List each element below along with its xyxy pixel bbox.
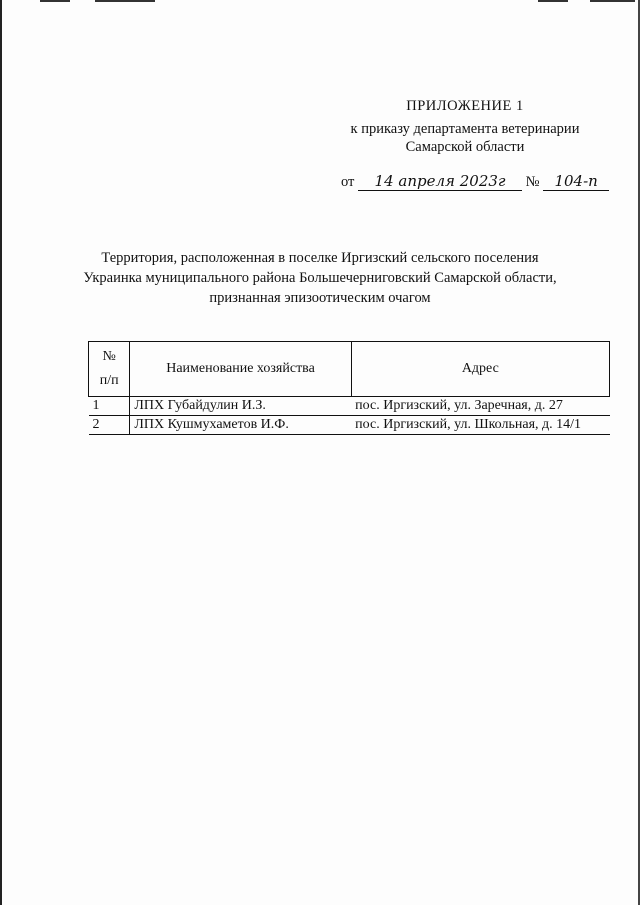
scan-mark-top bbox=[95, 0, 155, 2]
table-row bbox=[89, 416, 610, 435]
order-date-line bbox=[341, 172, 609, 191]
appendix-line: Самарской области bbox=[405, 139, 525, 155]
order-number-handwritten: 104-п bbox=[543, 172, 609, 191]
farms-table bbox=[88, 341, 610, 435]
order-number-label: № bbox=[525, 174, 540, 190]
order-date-prefix: от bbox=[341, 174, 355, 190]
order-date-handwritten: 14 апреля 2023г bbox=[358, 172, 522, 191]
header-address: Адрес bbox=[351, 342, 609, 397]
title-line: признанная эпизоотическим очагом bbox=[209, 290, 431, 306]
row-num: 1 bbox=[89, 397, 130, 416]
appendix-line: к приказу департамента ветеринарии bbox=[350, 121, 580, 137]
header-num-label: п/п bbox=[99, 373, 119, 388]
row-address: пос. Иргизский, ул. Школьная, д. 14/1 bbox=[351, 416, 609, 435]
scan-edge-left bbox=[0, 0, 2, 905]
table-header-row bbox=[89, 342, 610, 397]
title-line: Украинка муниципального района Большечерниговский Самарской области, bbox=[83, 270, 557, 286]
scan-mark-top bbox=[40, 0, 70, 2]
appendix-title: ПРИЛОЖЕНИЕ 1 bbox=[406, 98, 524, 114]
header-name: Наименование хозяйства bbox=[130, 342, 351, 397]
scan-mark-top bbox=[538, 0, 568, 2]
row-num: 2 bbox=[89, 416, 130, 435]
row-address: пос. Иргизский, ул. Заречная, д. 27 bbox=[351, 397, 609, 416]
header-num bbox=[89, 342, 130, 397]
header-num-symbol: № bbox=[102, 349, 116, 364]
row-name: ЛПХ Губайдулин И.З. bbox=[130, 397, 351, 416]
title-line: Территория, расположенная в поселке Иргизский сельского поселения bbox=[101, 250, 539, 266]
table-row bbox=[89, 397, 610, 416]
scan-mark-top bbox=[590, 0, 635, 2]
row-name: ЛПХ Кушмухаметов И.Ф. bbox=[130, 416, 351, 435]
